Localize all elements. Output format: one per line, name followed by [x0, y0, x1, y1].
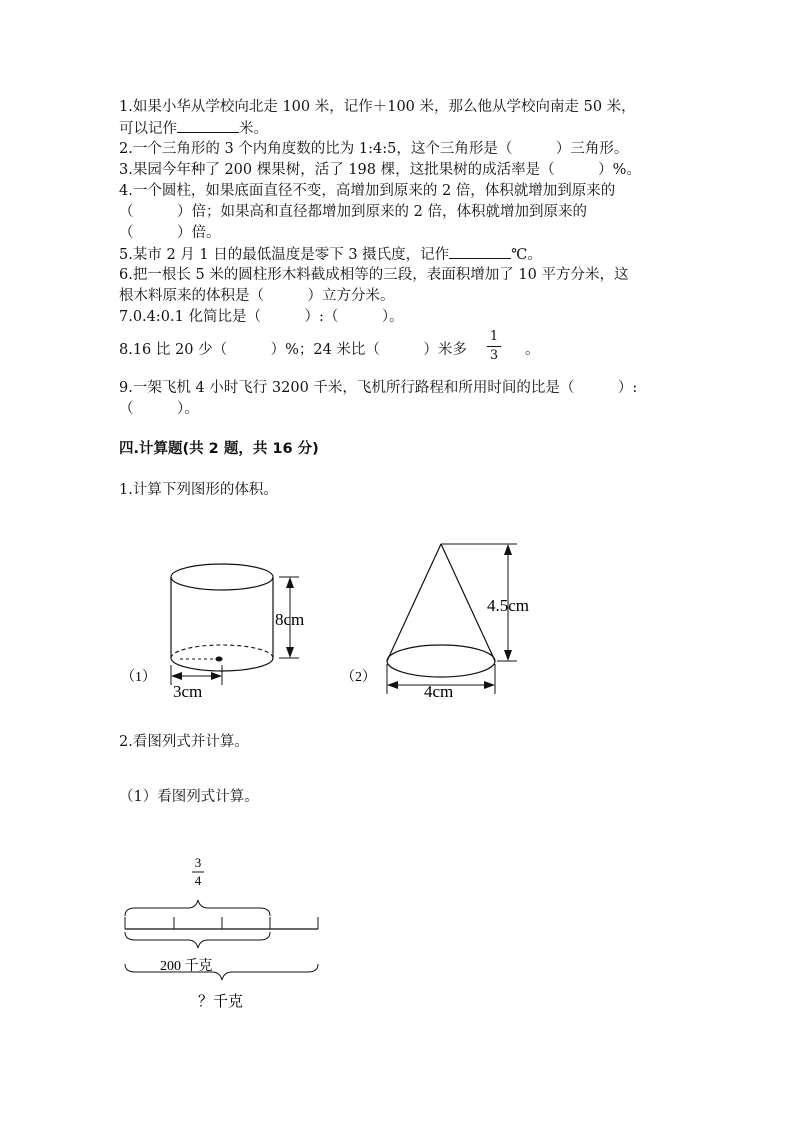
question-8-fraction [487, 330, 501, 363]
problem-2-prompt: 2.看图列式并计算。 [119, 734, 249, 750]
cone-base-ellipse [387, 645, 495, 677]
cone-figure [341, 544, 529, 701]
arrow-down-icon [504, 650, 512, 661]
question-9-line-2: （ ）。 [119, 401, 199, 417]
cylinder-center-dot [216, 657, 223, 662]
question-9-line-1: 9.一架飞机 4 小时飞行 3200 千米，飞机所行路程和所用时间的比是（ ）: [119, 380, 638, 396]
bottom-brace [125, 964, 318, 980]
question-7: 7.0.4:0.1 化简比是（ ）:（ ）。 [119, 309, 404, 325]
arrow-right-icon [211, 672, 222, 680]
arrow-up-icon [504, 544, 512, 555]
question-5-text-b: ℃。 [511, 247, 542, 263]
cylinder-top-ellipse [171, 564, 273, 590]
section-heading: 四.计算题(共 2 题，共 16 分) [119, 441, 319, 457]
question-4-line-3: （ ）倍。 [119, 225, 221, 241]
figure-label-2: （2） [341, 670, 376, 685]
volume-figures [0, 530, 794, 710]
question-4-line-2: （ ）倍；如果高和直径都增加到原来的 2 倍，体积就增加到原来的 [119, 204, 587, 220]
arrow-down-icon [286, 647, 294, 658]
arrow-left-icon [387, 681, 398, 689]
question-3: 3.果园今年种了 200 棵果树，活了 198 棵，这批果树的成活率是（ ）%。 [119, 162, 641, 178]
question-4-line-1: 4.一个圆柱，如果底面直径不变，高增加到原来的 2 倍，体积就增加到原来的 [119, 183, 616, 199]
question-6-line-1: 6.把一根长 5 米的圆柱形木料截成相等的三段，表面积增加了 10 平方分米，这 [119, 267, 629, 283]
fraction-denominator: 3 [489, 348, 499, 363]
question-8-text: 8.16 比 20 少（ ）%；24 米比（ ）米多 [119, 342, 467, 358]
label-200-kg: 200 千克 [160, 959, 213, 974]
bar-model-figure [0, 850, 794, 1020]
diagram-fraction-denominator: 4 [194, 873, 202, 888]
cone-diameter-label: 4cm [424, 682, 454, 701]
question-1-line-2 [119, 118, 268, 139]
question-5 [119, 244, 542, 265]
arrow-left-icon [171, 672, 182, 680]
label-total-kg: ？千克 [198, 994, 244, 1010]
cylinder-radius-label: 3cm [173, 682, 203, 701]
problem-1-prompt: 1.计算下列图形的体积。 [119, 482, 278, 498]
answer-blank[interactable] [177, 118, 239, 133]
diagram-fraction-numerator: 3 [194, 855, 202, 870]
cone-left-edge [387, 544, 441, 661]
arrow-up-icon [286, 577, 294, 588]
question-8-end: 。 [525, 342, 540, 358]
top-brace [125, 900, 270, 916]
problem-2-sub-prompt: （1）看图列式计算。 [119, 789, 259, 805]
middle-brace [125, 932, 270, 948]
answer-blank[interactable] [449, 244, 511, 259]
fraction-numerator: 1 [489, 329, 499, 344]
question-2: 2.一个三角形的 3 个内角度数的比为 1:4:5，这个三角形是（ ）三角形。 [119, 141, 629, 157]
fraction-bar [487, 346, 501, 347]
question-5-text-a: 5.某市 2 月 1 日的最低温度是零下 3 摄氏度，记作 [119, 247, 450, 263]
question-6-line-2: 根木料原来的体积是（ ）立方分米。 [119, 288, 395, 304]
question-1-text-c: 米。 [239, 121, 268, 137]
cylinder-height-label: 8cm [275, 610, 305, 629]
cylinder-figure [121, 564, 304, 701]
figure-label-1: （1） [121, 670, 156, 685]
cone-height-label: 4.5cm [487, 596, 530, 615]
arrow-right-icon [484, 681, 495, 689]
question-1-text-b: 可以记作 [119, 121, 177, 137]
cylinder-bottom-back [171, 645, 273, 658]
question-1-line-1: 1.如果小华从学校向北走 100 米，记作＋100 米，那么他从学校向南走 50 米， [119, 99, 636, 115]
